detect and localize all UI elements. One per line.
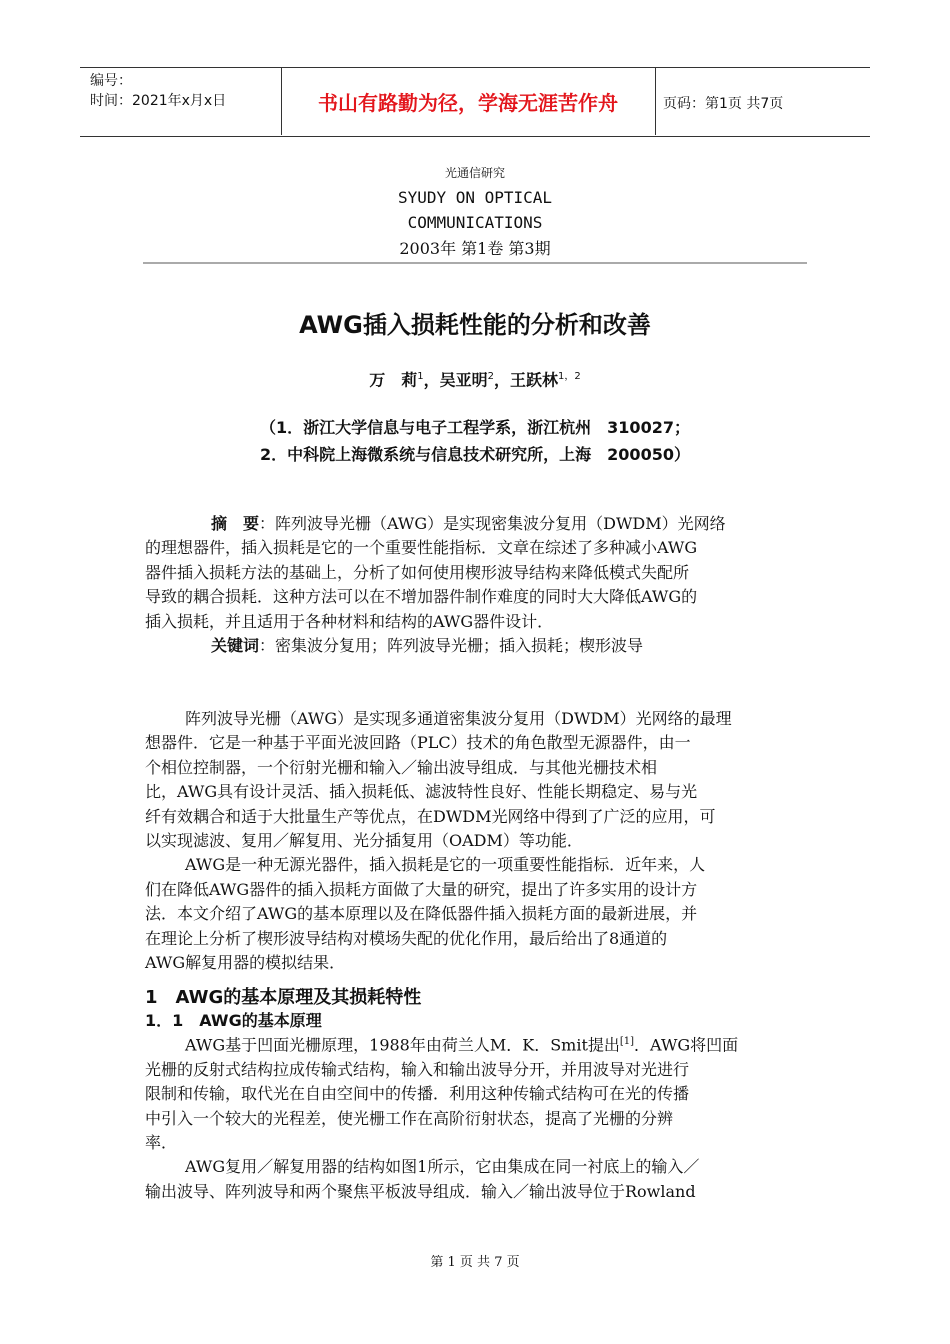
text-line: 比，AWG具有设计灵活、插入损耗低、滤波特性良好、性能长期稳定、易与光 bbox=[145, 782, 698, 802]
page-footer: 第 1 页 共 7 页 bbox=[430, 1255, 520, 1270]
intro-paragraph bbox=[145, 707, 795, 975]
abstract-line: 插入损耗，并且适用于各种材料和结构的AWG器件设计． bbox=[145, 611, 554, 631]
journal-en-name bbox=[0, 185, 950, 235]
abstract-label: 摘 要 bbox=[211, 514, 260, 533]
citation[interactable]: [1] bbox=[619, 1036, 635, 1047]
journal-en-line: COMMUNICATIONS bbox=[407, 213, 543, 232]
abstract bbox=[145, 512, 795, 658]
header-page-label: 页码：第1页 共7页 bbox=[663, 96, 784, 112]
journal-cn-name: 光通信研究 bbox=[444, 166, 505, 180]
author-sep: ， bbox=[494, 370, 511, 390]
text-line: 光栅的反射式结构拉成传输式结构，输入和输出波导分开，并用波导对光进行 bbox=[145, 1059, 690, 1079]
author-sup: 1，2 bbox=[558, 371, 581, 382]
text-line: 输出波导、阵列波导和两个聚焦平板波导组成．输入／输出波导位于Rowland bbox=[145, 1181, 696, 1201]
text-line: 们在降低AWG器件的插入损耗方面做了大量的研究，提出了许多实用的设计方 bbox=[145, 879, 698, 899]
keywords-label: 关键词 bbox=[211, 636, 260, 656]
journal-issue: 2003年 第1卷 第3期 bbox=[399, 239, 551, 258]
abstract-line: 的理想器件，插入损耗是它的一个重要性能指标．文章在综述了多种减小AWG bbox=[145, 538, 698, 558]
author-name: 王跃林 bbox=[510, 370, 559, 390]
header-divider bbox=[655, 67, 656, 135]
text-line: AWG复用／解复用器的结构如图1所示，它由集成在同一衬底上的输入／ bbox=[185, 1157, 700, 1177]
text-line: AWG基于凹面光栅原理，1988年由荷兰人M．K．Smit提出[1]．AWG将凹面 bbox=[185, 1035, 739, 1055]
text-line: 法．本文介绍了AWG的基本原理以及在降低器件插入损耗方面的最新进展，并 bbox=[145, 904, 698, 924]
section-heading: 1 AWG的基本原理及其损耗特性 bbox=[145, 987, 422, 1008]
text-line: 中引入一个较大的光程差，使光栅工作在高阶衍射状态，提高了光栅的分辨 bbox=[145, 1108, 674, 1128]
author-sup: 2 bbox=[487, 371, 495, 382]
author-sep: ， bbox=[423, 370, 440, 390]
authors bbox=[0, 367, 950, 390]
header-rule bbox=[143, 262, 807, 264]
text-line: 限制和传输，取代光在自由空间中的传播．利用这种传输式结构可在光的传播 bbox=[145, 1084, 690, 1104]
affiliation-line: 2．中科院上海微系统与信息技术研究所，上海 200050） bbox=[260, 445, 690, 464]
text-line: 纤有效耦合和适于大批量生产等优点，在DWDM光网络中得到了广泛的应用，可 bbox=[145, 806, 716, 826]
journal-en-line: SYUDY ON OPTICAL bbox=[397, 188, 553, 207]
abstract-line: 器件插入损耗方法的基础上，分析了如何使用楔形波导结构来降低模式失配所 bbox=[145, 562, 690, 582]
text-line: AWG解复用器的模拟结果． bbox=[145, 953, 346, 973]
text-line: 想器件．它是一种基于平面光波回路（PLC）技术的角色散型无源器件，由一 bbox=[145, 733, 691, 753]
header-meta bbox=[90, 71, 226, 111]
author-sup: 1 bbox=[417, 371, 424, 382]
section-body bbox=[145, 1030, 795, 1204]
article-title: AWG插入损耗性能的分析和改善 bbox=[299, 311, 651, 339]
author-name: 万 莉 bbox=[369, 370, 418, 390]
text-line: AWG是一种无源光器件，插入损耗是它的一项重要性能指标．近年来，人 bbox=[185, 855, 706, 875]
text-line: 个相位控制器，一个衍射光栅和输入／输出波导组成．与其他光栅技术相 bbox=[145, 757, 658, 777]
abstract-line: 摘 要：阵列波导光栅（AWG）是实现密集波分复用（DWDM）光网络 bbox=[211, 514, 726, 533]
text-line: 在理论上分析了楔形波导结构对模场失配的优化作用，最后给出了8通道的 bbox=[145, 928, 668, 948]
abstract-line: 导致的耦合损耗．这种方法可以在不增加器件制作难度的同时大大降低AWG的 bbox=[145, 587, 698, 607]
text-line: 阵列波导光栅（AWG）是实现多通道密集波分复用（DWDM）光网络的最理 bbox=[185, 709, 732, 728]
time-label: 时间：2021年x月x日 bbox=[90, 93, 227, 109]
text-line: 率． bbox=[145, 1132, 178, 1152]
author-name: 吴亚明 bbox=[439, 370, 488, 390]
header-slogan: 书山有路勤为径，学海无涯苦作舟 bbox=[318, 90, 618, 115]
text-line: 以实现滤波、复用／解复用、光分插复用（OADM）等功能． bbox=[145, 831, 583, 851]
subsection-heading: 1．1 AWG的基本原理 bbox=[145, 1011, 322, 1030]
affiliation-line: （1．浙江大学信息与电子工程学系，浙江杭州 310027； bbox=[260, 418, 690, 437]
number-label: 编号： bbox=[90, 73, 132, 89]
keywords: 关键词：密集波分复用；阵列波导光栅；插入损耗；楔形波导 bbox=[211, 636, 644, 656]
